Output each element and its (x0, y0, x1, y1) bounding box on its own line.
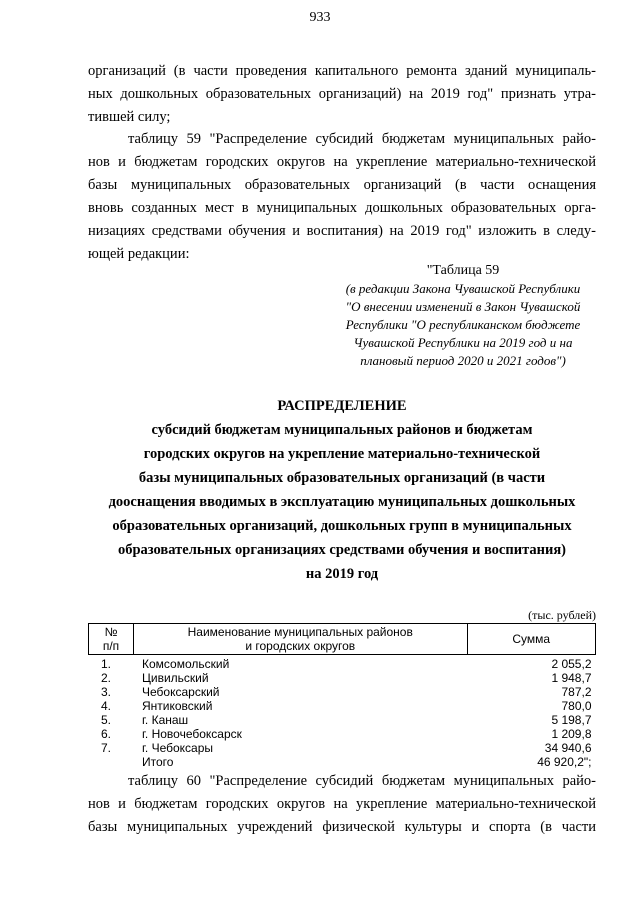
col-sum-header: Сумма (467, 624, 596, 655)
table-row: 7. г. Чебоксары 34 940,6 (101, 741, 592, 755)
table-row: 5. г. Канаш 5 198,7 (101, 713, 592, 727)
text-line: нов и бюджетам городских округов на укрепление материально-технической (88, 154, 596, 170)
paragraph-3 (88, 770, 596, 839)
col-num-header: № п/п (89, 624, 134, 655)
text-line: базы муниципальных образовательных организаций (в части оснащения (88, 177, 596, 193)
title-line: базы муниципальных образовательных организаций (в части (138, 470, 546, 486)
subsidy-table (88, 623, 596, 769)
text-line: нов и бюджетам городских округов на укрепление материально-технической (88, 796, 596, 812)
note-line: "О внесении изменений в Закон Чувашской (345, 299, 581, 314)
total-sum: 46 920,2"; (537, 755, 592, 769)
text-line: базы муниципальных учреждений физической культуры и спорта (в части (88, 819, 596, 835)
title-line: на 2019 год (305, 566, 379, 582)
paragraph-1 (88, 60, 596, 129)
note-line: Чувашской Республики на 2019 год и на (353, 335, 573, 350)
col-name-header: Наименование муниципальных районов и городских округов (134, 624, 468, 655)
table-total-row (89, 755, 596, 769)
text-line: таблицу 59 "Распределение субсидий бюджетам муниципальных райо- (128, 131, 596, 147)
title-line: субсидий бюджетам муниципальных районов и бюджетам (151, 422, 533, 438)
table-header-note (330, 262, 596, 370)
text-line: вновь созданных мест в муниципальных дошкольных образовательных орга- (88, 200, 596, 216)
title-line: образовательных организаций, дошкольных групп в муниципальных (112, 518, 572, 534)
total-label: Итого (142, 755, 174, 769)
text-line: таблицу 60 "Распределение субсидий бюджетам муниципальных райо- (128, 773, 596, 789)
paragraph-2 (88, 128, 596, 266)
document-title (88, 394, 596, 586)
table-row: 4. Янтиковский 780,0 (101, 699, 592, 713)
table-row: 2. Цивильский 1 948,7 (101, 671, 592, 685)
text-line: организаций (в части проведения капитального ремонта зданий муниципаль- (88, 63, 596, 79)
text-line: тившей силу; (88, 109, 171, 125)
title-line: образовательных организациях средствами обучения и воспитания) (117, 542, 567, 558)
title-line: дооснащения вводимых в эксплуатацию муниципальных дошкольных (108, 494, 576, 510)
table-label: "Таблица 59 (426, 263, 500, 278)
table-row: 3. Чебоксарский 787,2 (101, 685, 592, 699)
text-line: низациях средствами обучения и воспитания) на 2019 год" изложить в следу- (88, 223, 596, 239)
table-header-row (89, 624, 596, 655)
title-line: городских округов на укрепление материально-технической (143, 446, 541, 462)
table-row: 1. Комсомольский 2 055,2 (101, 657, 592, 671)
title-main: РАСПРЕДЕЛЕНИЕ (277, 398, 407, 414)
table-row: 6. г. Новочебоксарск 1 209,8 (101, 727, 592, 741)
text-line: ных дошкольных образовательных организаций) на 2019 год" признать утра- (88, 86, 596, 102)
text-line: ющей редакции: (88, 246, 190, 262)
units-label: (тыс. рублей) (528, 608, 596, 622)
page-number: 933 (309, 10, 331, 25)
note-line: Республики "О республиканском бюджете (345, 317, 581, 332)
note-line: плановый период 2020 и 2021 годов") (360, 353, 566, 368)
note-line: (в редакции Закона Чувашской Республики (345, 281, 581, 296)
